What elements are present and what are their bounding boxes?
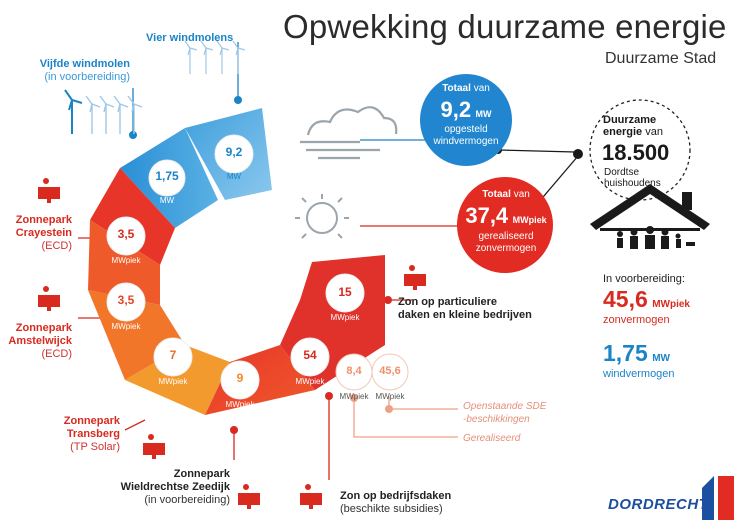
voorbereiding-wind-unit: MW — [652, 353, 670, 364]
huishoudens-foot — [604, 167, 661, 189]
total-zon-line1: gerealiseerd — [478, 231, 534, 242]
voorbereiding-zon-value: 45,6 — [603, 286, 648, 312]
label-sde-line1: Openstaande SDE — [463, 401, 547, 412]
seg-bedrijfsdaken-unit: MWpiek — [295, 377, 325, 386]
total-zon-van: van — [513, 189, 530, 200]
total-zon-line2: zonvermogen — [475, 243, 537, 254]
seg-1-75-value: 1,75 — [155, 169, 179, 183]
voorbereiding-wind-value: 1,75 — [603, 340, 648, 366]
label-crayestein-title1: Zonnepark — [15, 214, 72, 226]
label-crayestein-title2: Crayestein — [15, 227, 72, 239]
seg-amstelwijck-value: 3,5 — [117, 293, 135, 307]
total-zon-unit: MWpiek — [512, 215, 547, 225]
voorbereiding-wind-row — [603, 340, 670, 367]
label-particulier-line2: daken en kleine bedrijven — [398, 309, 532, 321]
huishoudens-line2: energie — [603, 126, 643, 138]
wind-turbine-icons-four — [185, 41, 245, 74]
seg-bedrijfsdaken-value: 54 — [303, 348, 317, 362]
total-zon-prefix: Totaal — [482, 189, 511, 200]
huishoudens-van: van — [645, 126, 663, 138]
small-8-4-value: 8,4 — [346, 365, 362, 377]
label-bedrijfsdaken — [340, 490, 470, 516]
seg-zeedijk-value: 9 — [236, 371, 244, 385]
seg-transberg-unit: MWpiek — [158, 377, 188, 386]
label-amstelwijck-title2: Amstelwijck — [8, 335, 72, 347]
label-bedrijfsdaken-title: Zon op bedrijfsdaken — [340, 490, 452, 502]
total-wind-head — [424, 84, 508, 95]
label-amstelwijck-title1: Zonnepark — [15, 322, 72, 334]
label-sde-line2: -beschikkingen — [463, 414, 530, 425]
seg-crayestein-value: 3,5 — [117, 227, 135, 241]
huishoudens-value: 18.500 — [602, 140, 670, 165]
seg-transberg-value: 7 — [169, 348, 177, 362]
label-amstelwijck-sub: (ECD) — [41, 348, 72, 360]
seg-particulier-unit: MWpiek — [330, 313, 360, 322]
total-wind-unit: MW — [475, 109, 492, 119]
label-crayestein — [0, 214, 72, 253]
small-8-4-unit: MWpiek — [339, 392, 369, 401]
label-vijfde-sub: (in voorbereiding) — [44, 71, 130, 83]
seg-9-2-unit: MW — [226, 172, 242, 181]
total-zon-value: 37,4 — [465, 203, 509, 228]
label-sde — [463, 400, 573, 426]
huishoudens-line4: huishoudens — [604, 178, 661, 189]
huishoudens-line1: Duurzame — [603, 114, 657, 126]
total-wind-line1: opgesteld — [444, 124, 488, 135]
small-45-6-unit: MWpiek — [375, 392, 405, 401]
label-transberg-title1: Zonnepark — [63, 415, 120, 427]
cloud-icon — [300, 107, 396, 158]
total-wind-value: 9,2 — [440, 97, 472, 122]
seg-crayestein-unit: MWpiek — [111, 256, 141, 265]
label-transberg-sub: (TP Solar) — [70, 441, 120, 453]
label-gerealiseerd: Gerealiseerd — [463, 433, 521, 444]
label-particulier-line1: Zon op particuliere — [398, 296, 498, 308]
seg-particulier-value: 15 — [338, 285, 352, 299]
total-zon-value-row — [458, 204, 554, 228]
wind-turbine-icons-five — [65, 90, 142, 134]
dordrecht-logo-text: DORDRECHT — [608, 496, 709, 513]
total-wind-prefix: Totaal — [442, 83, 471, 94]
huishoudens-head — [603, 114, 683, 138]
label-vier-windmolens: Vier windmolens — [146, 32, 234, 44]
label-transberg — [40, 415, 120, 454]
voorbereiding-zon-row — [603, 286, 690, 313]
label-bedrijfsdaken-sub: (beschikte subsidies) — [340, 503, 443, 515]
label-vijfde-windmolen — [10, 58, 130, 84]
total-wind-value-row — [424, 98, 508, 122]
label-amstelwijck — [0, 322, 72, 361]
ring-center — [166, 208, 290, 332]
seg-1-75-unit: MW — [159, 196, 175, 205]
sun-icon — [295, 194, 349, 238]
seg-amstelwijck-unit: MWpiek — [111, 322, 141, 331]
voorbereiding-wind-label: windvermogen — [603, 368, 675, 380]
total-wind-line2: windvermogen — [433, 136, 499, 147]
voorbereiding-zon-label: zonvermogen — [603, 314, 670, 326]
label-zeedijk-sub: (in voorbereiding) — [144, 494, 230, 506]
huishoudens-line3: Dordtse — [604, 167, 640, 178]
house-icon — [590, 184, 710, 231]
page-title: Opwekking duurzame energie — [283, 8, 727, 45]
label-transberg-title2: Transberg — [66, 428, 120, 440]
label-zeedijk-title1: Zonnepark — [173, 468, 230, 480]
total-wind-van: van — [473, 83, 490, 94]
label-particulier — [398, 296, 538, 322]
label-vijfde-title: Vijfde windmolen — [39, 58, 130, 70]
small-45-6-value: 45,6 — [379, 365, 401, 377]
seg-9-2-value: 9,2 — [225, 145, 243, 159]
label-zeedijk-title2: Wieldrechtse Zeedijk — [120, 481, 230, 493]
page-subtitle: Duurzame Stad — [605, 50, 717, 67]
label-crayestein-sub: (ECD) — [41, 240, 72, 252]
seg-zeedijk-unit: MWpiek — [225, 400, 255, 409]
voorbereiding-label: In voorbereiding: — [603, 273, 685, 285]
label-zeedijk — [110, 468, 230, 507]
total-zon-head — [462, 190, 550, 201]
voorbereiding-zon-unit: MWpiek — [652, 299, 690, 310]
